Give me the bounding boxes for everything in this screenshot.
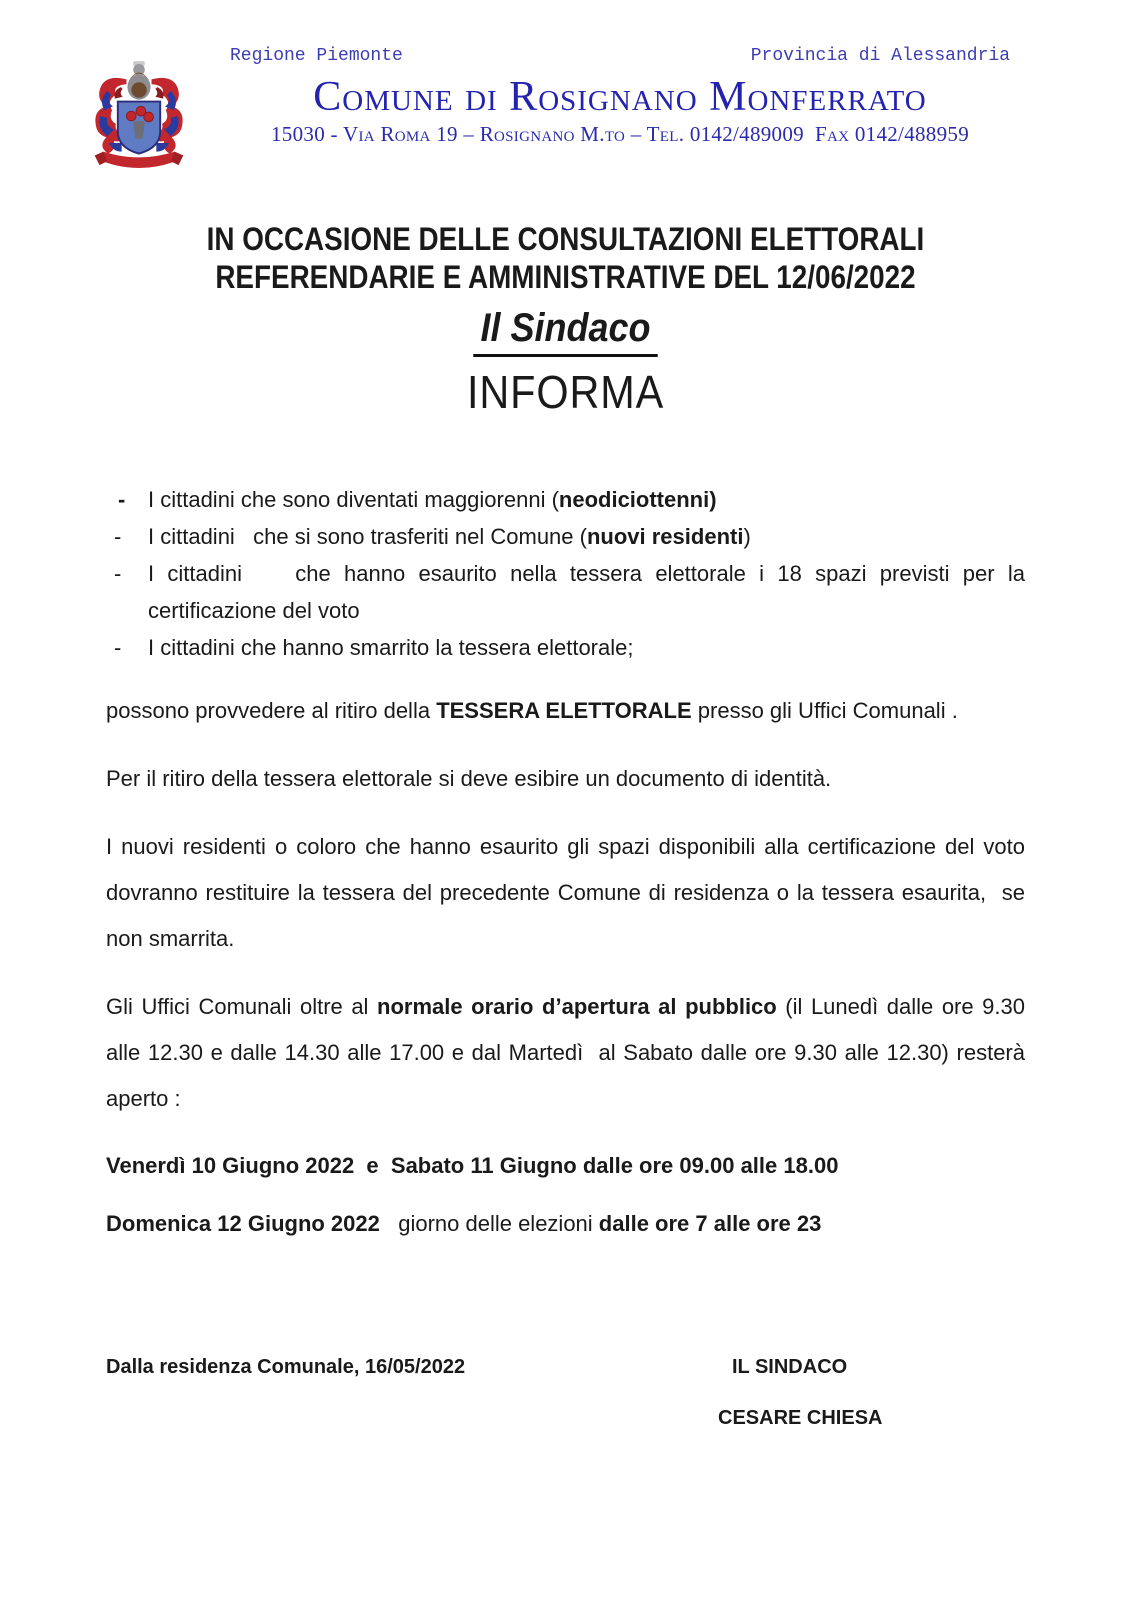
signature-name: CESARE CHIESA bbox=[718, 1407, 883, 1429]
schedule-line-venerdi-sabato: Venerdì 10 Giugno 2022 e Sabato 11 Giugno dalle ore 09.00 alle 18.00 bbox=[106, 1153, 839, 1178]
signature-footer bbox=[106, 1356, 1025, 1430]
occasion-line-2: REFERENDARIE E AMMINISTRATIVE DEL 12/06/2022 bbox=[215, 259, 916, 295]
signature-role: IL SINDACO bbox=[732, 1356, 848, 1378]
bullet-text: I cittadini che hanno esaurito nella tessera elettorale i 18 spazi previsti per la certificazione del voto bbox=[148, 561, 1032, 623]
list-item bbox=[106, 629, 1025, 666]
list-item bbox=[106, 555, 1032, 629]
paragraph-orari-uffici: Gli Uffici Comunali oltre al normale orario d’apertura al pubblico (il Lunedì dalle ore 9.30 alle 12.30 e dalle 14.30 alle 17.00 e dal Martedì al Sabato dalle ore 9.30 alle 12.30) resterà aperto : bbox=[106, 994, 1032, 1111]
issuer-title-wrap bbox=[0, 304, 1131, 357]
signature-block bbox=[718, 1356, 1025, 1430]
list-item bbox=[106, 481, 1025, 518]
informa-heading: INFORMA bbox=[466, 366, 665, 418]
bullet-dash: - bbox=[118, 487, 126, 512]
bullet-text: I cittadini che sono diventati maggiorenni (neodiciottenni) bbox=[148, 487, 717, 512]
province-label: Provincia di Alessandria bbox=[750, 46, 1010, 66]
address-line: 15030 - Via Roma 19 – Rosignano M.to – Tel. 0142/489009 Fax 0142/488959 bbox=[271, 122, 969, 146]
coat-of-arms-icon bbox=[86, 54, 192, 178]
letterhead bbox=[0, 46, 1131, 184]
occasion-line-1: IN OCCASIONE DELLE CONSULTAZIONI ELETTORALI bbox=[206, 221, 925, 257]
paragraph-ritiro: possono provvedere al ritiro della TESSERA ELETTORALE presso gli Uffici Comunali . bbox=[106, 698, 958, 723]
bullet-dash: - bbox=[114, 524, 122, 549]
letterhead-top-row bbox=[230, 46, 1010, 66]
paragraph-nuovi-residenti: I nuovi residenti o coloro che hanno esaurito gli spazi disponibili alla certificazione del voto dovranno restituire la tessera del precedente Comune di residenza o la tessera esaurita, se non smarrita. bbox=[106, 834, 1032, 951]
informa-heading-wrap bbox=[0, 365, 1131, 419]
bullet-text: I cittadini che si sono trasferiti nel Comune (nuovi residenti) bbox=[148, 524, 751, 549]
issuer-title: Il Sindaco bbox=[473, 304, 657, 357]
place-date: Dalla residenza Comunale, 16/05/2022 bbox=[106, 1356, 466, 1378]
bullet-text: I cittadini che hanno smarrito la tessera elettorale; bbox=[148, 635, 634, 660]
municipality-title: Comune di Rosignano Monferrato bbox=[313, 74, 927, 120]
list-item bbox=[106, 518, 1025, 555]
notice-body bbox=[106, 481, 1032, 1238]
bullet-list bbox=[106, 481, 1032, 666]
paragraph-documento: Per il ritiro della tessera elettorale si deve esibire un documento di identità. bbox=[106, 766, 832, 791]
schedule-line-domenica: Domenica 12 Giugno 2022 giorno delle elezioni dalle ore 7 alle ore 23 bbox=[106, 1211, 822, 1236]
bullet-dash: - bbox=[114, 561, 122, 586]
notice-heading bbox=[0, 220, 1131, 296]
region-label: Regione Piemonte bbox=[230, 46, 403, 66]
letterhead-text bbox=[230, 46, 1010, 147]
bullet-dash: - bbox=[114, 635, 122, 660]
